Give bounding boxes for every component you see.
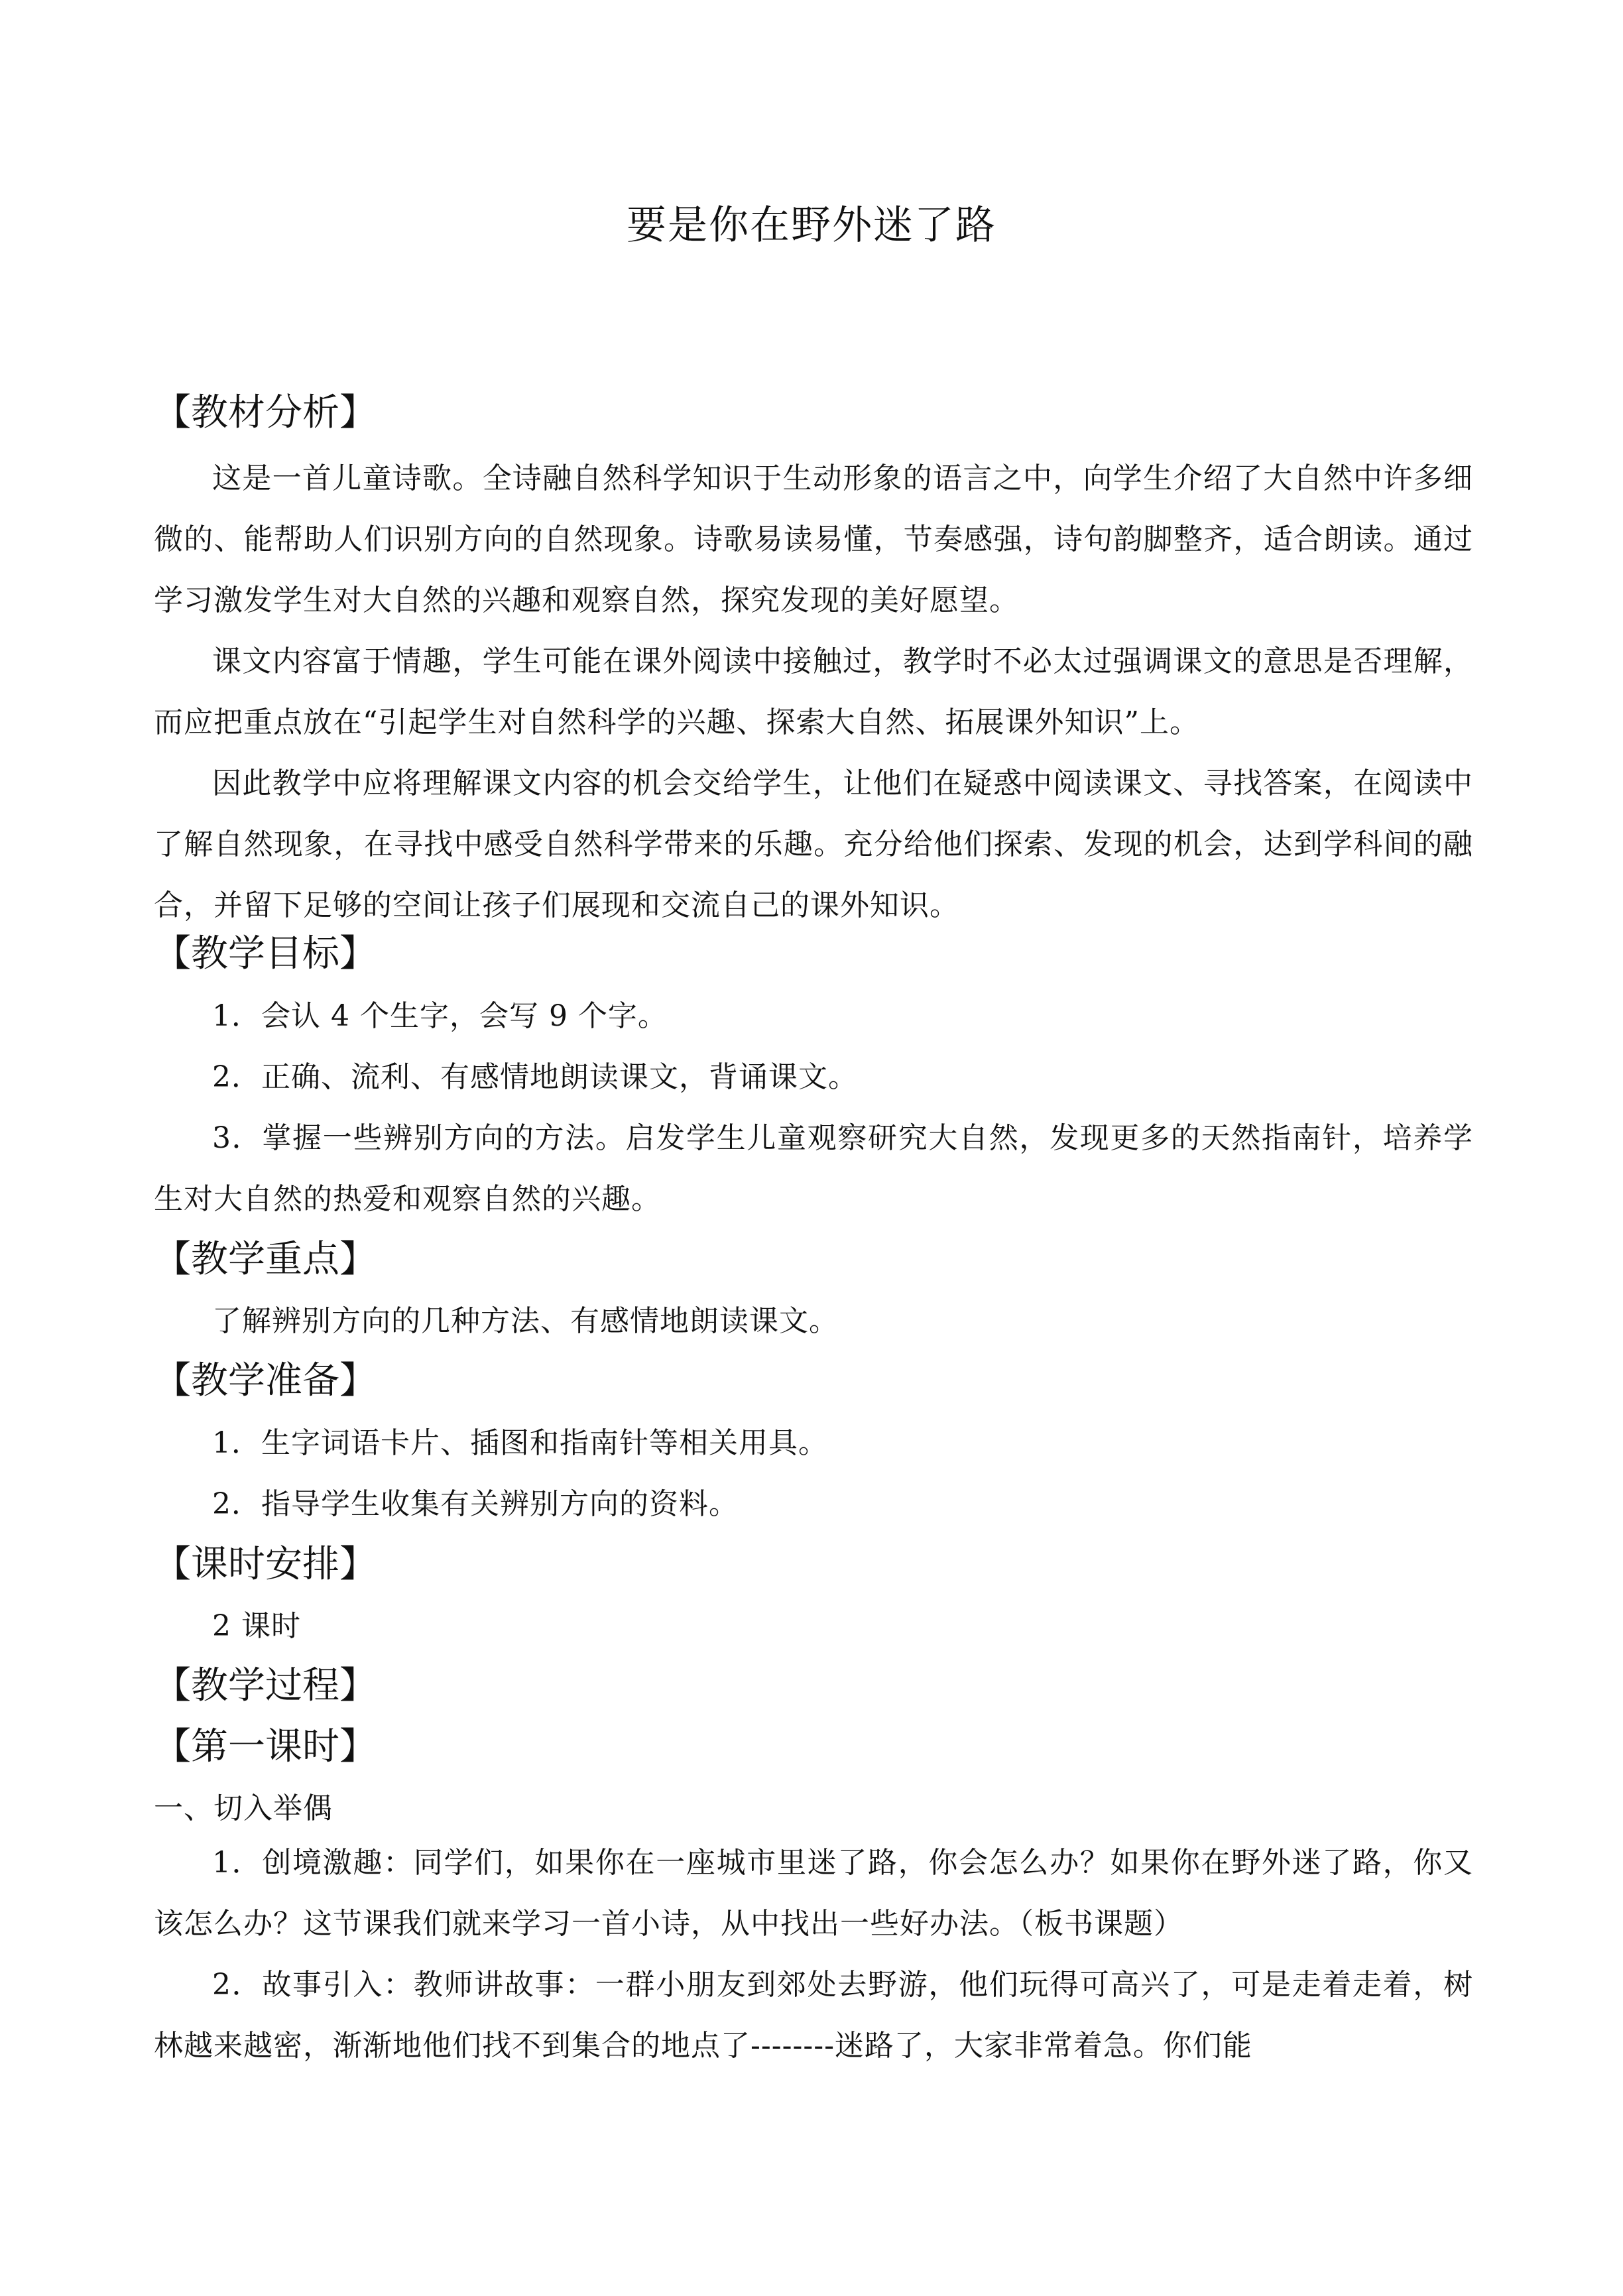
lesson1-subheading: 一、切入举偶 bbox=[154, 1791, 333, 1825]
page-title: 要是你在野外迷了路 bbox=[627, 202, 996, 249]
schedule-text: 2 课时 bbox=[212, 1609, 301, 1643]
prep-item-2: 2．指导学生收集有关辨别方向的资料。 bbox=[212, 1487, 739, 1521]
heading-process: 【教学过程】 bbox=[154, 1664, 377, 1707]
heading-goals: 【教学目标】 bbox=[154, 932, 377, 975]
goal-item-3: 3．掌握一些辨别方向的方法。启发学生儿童观察研究大自然，发现更多的天然指南针，培养学生对大自然的热爱和观察自然的兴趣。 bbox=[154, 1121, 1473, 1216]
heading-analysis: 【教材分析】 bbox=[154, 391, 377, 434]
lesson1-paragraph-2: 2．故事引入：教师讲故事：一群小朋友到郊处去野游，他们玩得可高兴了，可是走着走着，树林越来越密，渐渐地他们找不到集合的地点了--------迷路了，大家非常着急。你们能 bbox=[154, 1968, 1473, 2063]
analysis-paragraph-2: 课文内容富于情趣，学生可能在课外阅读中接触过，教学时不必太过强调课文的意思是否理解，而应把重点放在“引起学生对自然科学的兴趣、探索大自然、拓展课外知识”上。 bbox=[154, 644, 1473, 739]
lesson1-paragraph-1: 1．创境激趣：同学们，如果你在一座城市里迷了路，你会怎么办？如果你在野外迷了路，你又该怎么办？这节课我们就来学习一首小诗，从中找出一些好办法。（板书课题） bbox=[154, 1846, 1473, 1941]
heading-focus: 【教学重点】 bbox=[154, 1238, 377, 1281]
heading-lesson1: 【第一课时】 bbox=[154, 1725, 377, 1768]
heading-prep: 【教学准备】 bbox=[154, 1359, 377, 1402]
analysis-paragraph-3: 因此教学中应将理解课文内容的机会交给学生，让他们在疑惑中阅读课文、寻找答案，在阅读中了解自然现象，在寻找中感受自然科学带来的乐趣。充分给他们探索、发现的机会，达到学科间的融合，并留下足够的空间让孩子们展现和交流自己的课外知识。 bbox=[154, 766, 1473, 922]
analysis-paragraph-1: 这是一首儿童诗歌。全诗融自然科学知识于生动形象的语言之中，向学生介绍了大自然中许多细微的、能帮助人们识别方向的自然现象。诗歌易读易懂，节奏感强，诗句韵脚整齐，适合朗读。通过学习激发学生对大自然的兴趣和观察自然，探究发现的美好愿望。 bbox=[154, 461, 1473, 617]
goal-item-2: 2．正确、流利、有感情地朗读课文，背诵课文。 bbox=[212, 1060, 858, 1094]
goal-item-1: 1．会认 4 个生字，会写 9 个字。 bbox=[212, 999, 668, 1033]
focus-text: 了解辨别方向的几种方法、有感情地朗读课文。 bbox=[212, 1304, 839, 1338]
heading-schedule: 【课时安排】 bbox=[154, 1543, 377, 1586]
prep-item-1: 1．生字词语卡片、插图和指南针等相关用具。 bbox=[212, 1426, 828, 1460]
